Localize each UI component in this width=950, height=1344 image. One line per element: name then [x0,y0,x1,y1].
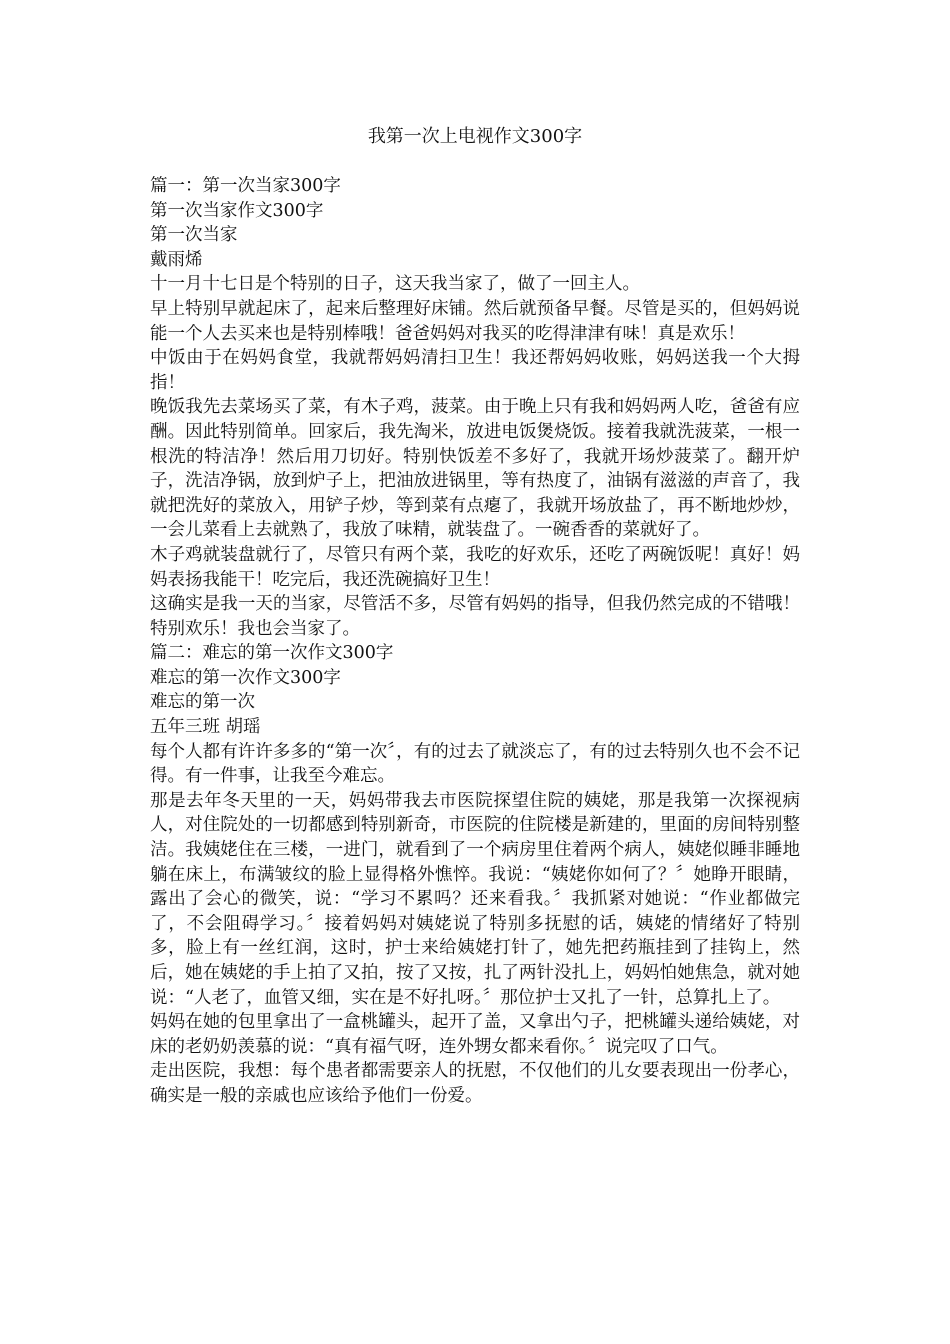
essay-title: 第一次当家 [150,225,238,246]
paragraph: 晚饭我先去菜场买了菜，有木子鸡，菠菜。由于晚上只有我和妈妈两人吃，爸爸有应酬。因此特别简单。回家后，我先淘米，放进电饭煲烧饭。接着我就洗菠菜，一根一根洗的特洁净！然后用刀切好。特别快饭差不多好了，我就开场炒菠菜了。翻开炉子，洗洁净锅，放到炉子上，把油放进锅里，等有热度了，油锅有滋滋的声音了，我就把洗好的菜放入，用铲子炒，等到菜有点瘪了，我就开场放盐了，再不断地炒炒，一会儿菜看上去就熟了，我放了味精，就装盘了。一碗香香的菜就好了。 [150,397,800,541]
paragraph: 中饭由于在妈妈食堂，我就帮妈妈清扫卫生！我还帮妈妈收账，妈妈送我一个大拇指！ [150,348,800,393]
essay-title: 难忘的第一次 [150,692,255,713]
paragraph: 十一月十七日是个特别的日子，这天我当家了，做了一回主人。 [150,274,640,295]
paragraph: 木子鸡就装盘就行了，尽管只有两个菜，我吃的好欢乐，还吃了两碗饭呢！真好！妈妈表扬我能干！吃完后，我还洗碗搞好卫生！ [150,544,800,590]
section-heading: 篇二：难忘的第一次作文300字 [150,643,394,664]
paragraph: 妈妈在她的包里拿出了一盒桃罐头，起开了盖，又拿出勺子，把桃罐头递给姨姥，对床的老奶奶羡慕的说：“真有福气呀，连外甥女都来看你。〞说完叹了口气。 [150,1012,800,1057]
paragraph: 那是去年冬天里的一天，妈妈带我去市医院探望住院的姨姥，那是我第一次探视病人，对住院处的一切都感到特别新奇，市医院的住院楼是新建的，里面的房间特别整洁。我姨姥住在三楼，一进门，就看到了一个病房里住着两个病人，姨姥似睡非睡地躺在床上，布满皱纹的脸上显得格外憔悴。我说：“姨姥你如何了？〞她睁开眼睛，露出了会心的微笑，说：“学习不累吗？还来看我。〞我抓紧对她说：“作业都做完了，不会阻碍学习。〞接着妈妈对姨姥说了特别多抚慰的话，姨姥的情绪好了特别多，脸上有一丝红润，这时，护士来给姨姥打针了，她先把药瓶挂到了挂钩上，然后，她在姨姥的手上拍了又拍，按了又按，扎了两针没扎上，妈妈怕她焦急，就对她说：“人老了，血管又细，实在是不好扎呀。〞那位护士又扎了一针，总算扎上了。 [150,790,800,1008]
document-body [150,174,800,1109]
paragraph: 走出医院，我想：每个患者都需要亲人的抚慰，不仅他们的儿女要表现出一份孝心，确实是一般的亲戚也应该给予他们一份爱。 [150,1061,800,1106]
paragraph: 这确实是我一天的当家，尽管活不多，尽管有妈妈的指导，但我仍然完成的不错哦！特别欢乐！我也会当家了。 [150,594,800,639]
essay-title-line: 难忘的第一次作文300字 [150,667,341,688]
paragraph: 早上特别早就起床了，起来后整理好床铺。然后就预备早餐。尽管是买的，但妈妈说能一个人去买来也是特别棒哦！爸爸妈妈对我买的吃得津津有味！真是欢乐！ [150,298,800,344]
author-name: 戴雨烯 [150,249,203,270]
section-heading: 篇一：第一次当家300字 [150,176,341,196]
document-title: 我第一次上电视作文300字 [367,126,583,147]
paragraph: 每个人都有许许多多的“第一次〞，有的过去了就淡忘了，有的过去特别久也不会不记得。有一件事，让我至今难忘。 [150,741,800,787]
author-name: 五年三班 胡瑶 [150,717,261,738]
essay-title-line: 第一次当家作文300字 [150,200,324,221]
